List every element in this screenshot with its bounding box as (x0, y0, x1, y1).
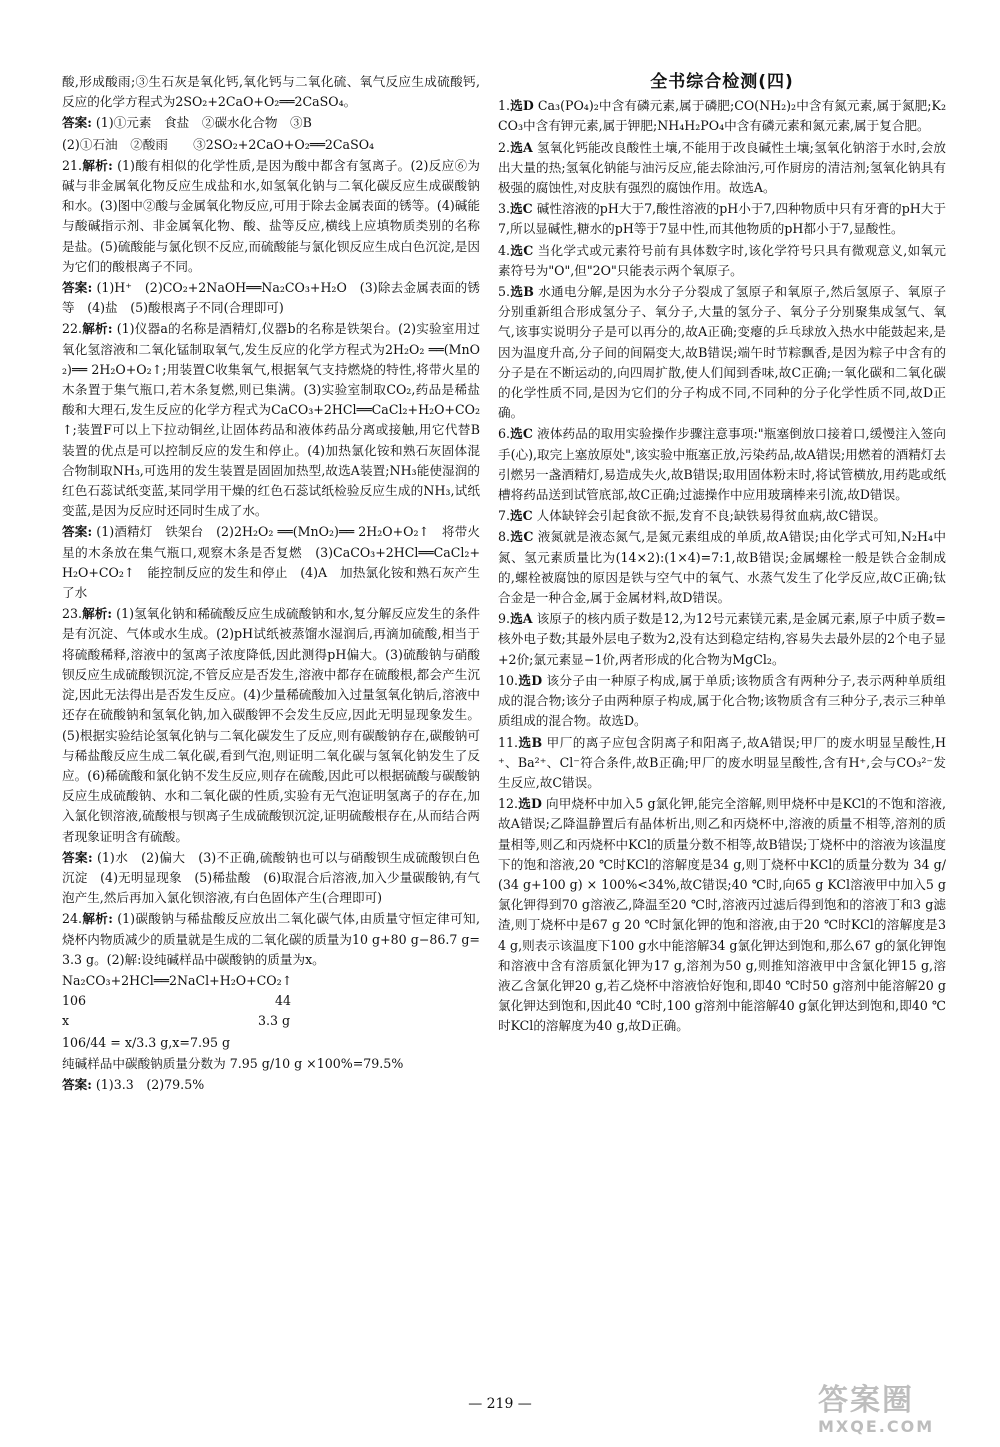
solution-label: 选B (510, 284, 534, 300)
right-paragraph (498, 199, 946, 239)
paragraph-text: (1)①元素 食盐 ②碳水化合物 ③B (95, 115, 312, 131)
right-paragraph (498, 424, 946, 505)
right-paragraph (498, 241, 946, 281)
answer-label: 答案: (62, 849, 93, 865)
paragraph-text: (1)H⁺ (2)CO₂+2NaOH══Na₂CO₃+H₂O (3)除去金属表面的锈等 (4)盐 (5)酸根离子不同(合理即可) (62, 280, 480, 316)
right-paragraph (498, 671, 946, 732)
question-number: 4. (498, 242, 511, 258)
question-number: 5. (498, 284, 511, 300)
answer-label: 答案: (62, 115, 92, 131)
question-number: 7. (498, 508, 511, 524)
paragraph-text: (2)①石油 ②酸雨 ③2SO₂+2CaO+O₂══2CaSO₄ (62, 136, 375, 152)
right-paragraph (498, 96, 946, 136)
question-number: 6. (498, 426, 511, 442)
paragraph-text: (1)仪器a的名称是酒精灯,仪器b的名称是铁架台。(2)实验室用过氧化氢溶液和二氧化锰制取氧气,发生反应的化学方程式为2H₂O₂ ══(MnO₂)══ 2H₂O+O₂↑;用装置C收集氧气,根据氧气支持燃烧的特性,将带火星的木条置于集气瓶口,若木条复燃,则已集满。(3)实验室制取CO₂,药品是稀盐酸和大理石,发生反应的化学方程式为CaCO₃+2HCl══CaCl₂+H₂O+CO₂↑;装置F可以上下拉动铜丝,让固体药品和液体药品分离或接触,用它代替B装置的优点是可以控制反应的发生和停止。(4)加热氯化铵和熟石灰固体混合物制取NH₃,可选用的发生装置是固固加热型,故选A装置;NH₃能使湿润的红色石蕊试纸变蓝,某同学用干燥的红色石蕊试纸检验反应生成的NH₃,试纸变蓝,是因为反应时还同时生成了水。 (62, 321, 480, 519)
solution-label: 选C (510, 529, 534, 545)
question-number: 11. (498, 734, 519, 750)
question-number: 24. (62, 911, 83, 927)
paragraph-text: (1)酸有相似的化学性质,是因为酸中都含有氢离子。(2)反应⑥为碱与非金属氧化物反应生成盐和水,如氢氧化钠与二氧化碳反应生成碳酸钠和水。(3)图中②酸与金属氧化物反应,可用于除去金属表面的锈等。(4)碱能与酸碱指示剂、非金属氧化物、酸、盐等反应,横线上应填物质类别的名称是盐。(5)硫酸能与氯化钡不反应,而硫酸能与氯化钡反应生成白色沉淀,是因为它们的酸根离子不同。 (62, 157, 480, 274)
paragraph-text: Ca₃(PO₄)₂中含有磷元素,属于磷肥;CO(NH₂)₂中含有氮元素,属于氮肥;K₂CO₃中含有钾元素,属于钾肥;NH₄H₂PO₄中含有磷元素和氮元素,属于复合肥。 (498, 98, 946, 134)
left-paragraph (62, 156, 480, 277)
solution-label: 选C (510, 201, 533, 217)
paragraph-text: 纯碱样品中碳酸钠质量分数为 7.95 g/10 g ×100%=79.5% (62, 1055, 404, 1071)
solution-label: 解析: (82, 911, 113, 927)
paragraph-text: (1)3.3 (2)79.5% (95, 1076, 205, 1092)
question-number: 3. (498, 201, 511, 217)
watermark-mark: 答案圈 (818, 1383, 914, 1418)
paragraph-text: 当化学式或元素符号前有具体数字时,该化学符号只具有微观意义,如氧元素符号为"O",但"2O"只能表示两个氧原子。 (498, 242, 946, 278)
solution-label: 选C (510, 426, 533, 442)
left-paragraph (62, 909, 480, 970)
left-column (62, 72, 480, 1096)
paragraph-text: 酸,形成酸雨;③生石灰是氧化钙,氧化钙与二氧化硫、氧气反应生成硫酸钙,反应的化学方程式为2SO₂+2CaO+O₂══2CaSO₄。 (62, 74, 480, 110)
solution-label: 选D (518, 672, 543, 688)
left-paragraph (62, 971, 480, 1032)
solution-label: 选D (518, 796, 542, 812)
left-paragraph (62, 135, 480, 155)
right-paragraph (498, 794, 946, 1036)
right-column-body (498, 96, 946, 1036)
question-number: 8. (498, 529, 511, 545)
paragraph-text: 该原子的核内质子数是12,为12号元素镁元素,是金属元素,原子中质子数=核外电子数;其最外层电子数为2,没有达到稳定结构,容易失去最外层的2个电子显+2价;氯元素显−1价,两者形成的化合物为MgCl₂。 (498, 611, 946, 667)
left-paragraph (62, 522, 480, 603)
paragraph-text: 氢氧化钙能改良酸性土壤,不能用于改良碱性土壤;氢氧化钠溶于水时,会放出大量的热;氢氧化钠能与油污反应,能去除油污,可作厨房的清洁剂;氢氧化钠具有极强的腐蚀性,对皮肤有强烈的腐蚀作用。故选A。 (498, 139, 946, 196)
left-paragraph (62, 1033, 480, 1053)
left-paragraph (62, 604, 480, 846)
left-paragraph (62, 278, 480, 318)
section-title: 全书综合检测(四) (650, 72, 794, 92)
question-number: 9. (498, 611, 511, 627)
right-paragraph (498, 609, 946, 670)
paragraph-text: 水通电分解,是因为水分子分裂成了氢原子和氧原子,然后氢原子、氧原子分别重新组合形成氢分子、氧分子,大量的氢分子、氧分子分别聚集成氢气、氧气,该事实说明分子是可以再分的,故A正确;变瘪的乒乓球放入热水中能鼓起来,是因为温度升高,分子间的间隔变大,故B错误;端午时节粽飘香,是因为粽子中含有的分子是在不断运动的,向四周扩散,使人们闻到香味,故C正确;一氧化碳和二氧化碳的化学性质不同,是因为它们的分子构成不同,不同种的分子化学性质不同,故D正确。 (498, 284, 946, 421)
watermark-logo (818, 1384, 978, 1440)
paragraph-text: 液体药品的取用实验操作步骤注意事项:"瓶塞倒放口接着口,缓慢注入签向手(心),取完上塞放原处",该实验中瓶塞正放,污染药品,故A错误;用燃着的酒精灯去引燃另一盏酒精灯,易造成失火,故B错误;取用固体粉末时,将试管横放,用药匙或纸槽将药品送到试管底部,故C正确;过滤操作中应用玻璃棒来引流,故D错误。 (498, 426, 946, 503)
paragraph-text: 向甲烧杯中加入5 g氯化钾,能完全溶解,则甲烧杯中是KCl的不饱和溶液,故A错误;乙降温静置后有晶体析出,则乙和丙烧杯中,溶液的质量不相等,溶剂的质量相等,则乙和丙烧杯中KCl的质量分数不相等,故B错误;丁烧杯中的溶液为该温度下的饱和溶液,20 ℃时KCl的溶解度是34 g,则丁烧杯中KCl的质量分数为 34 g/(34 g+100 g) × 100%<34%,故C错误;40 ℃时,向65 g KCl溶液甲中加入5 g氯化钾得到70 g溶液乙,降温至20 ℃时,溶液丙过滤后得到饱和的溶液丁和3 g滤渣,则丁烧杯中是67 g 20 ℃时氯化钾的饱和溶液,由于20 ℃时KCl的溶解度是34 g,则表示该温度下100 g水中能溶解34 g氯化钾达到饱和,那么67 g的氯化钾饱和溶液中含有溶质氯化钾为17 g,溶剂为50 g,则推知溶液甲中含氯化钾15 g,溶液乙含氯化钾20 g,若乙烧杯中溶液恰好饱和,即40 ℃时50 g溶剂中能溶解20 g氯化钾达到饱和,因此40 ℃时,100 g溶剂中能溶解40 g氯化钾达到饱和,即40 ℃时KCl的溶解度为40 g,故D正确。 (498, 796, 946, 1034)
right-column (498, 72, 946, 1038)
solution-label: 选D (510, 98, 534, 114)
paragraph-text: 甲厂的离子应包含阴离子和阳离子,故A错误;甲厂的废水明显呈酸性,H⁺、Ba²⁺、Cl⁻符合条件,故B正确;甲厂的废水明显呈酸性,含有H⁺,会与CO₃²⁻发生反应,故C错误。 (498, 734, 946, 790)
solution-label: 解析: (82, 157, 113, 173)
paragraph-text: (1)水 (2)偏大 (3)不正确,硫酸钠也可以与硝酸钡生成硫酸钡白色沉淀 (4)无明显现象 (5)稀盐酸 (6)取混合后溶液,加入少量碳酸钠,有气泡产生,然后再加入氯化钡溶液,有白色固体产生(合理即可) (62, 849, 480, 906)
solution-label: 解析: (82, 606, 113, 622)
right-paragraph (498, 506, 946, 526)
question-number: 10. (498, 672, 519, 688)
question-number: 21. (62, 157, 83, 173)
question-number: 12. (498, 796, 519, 812)
paragraph-text: 人体缺锌会引起食欲不振,发育不良;缺铁易得贫血病,故C错误。 (536, 508, 886, 524)
question-number: 2. (498, 139, 511, 155)
paragraph-text: (1)酒精灯 铁架台 (2)2H₂O₂ ══(MnO₂)══ 2H₂O+O₂↑ 将带火星的木条放在集气瓶口,观察木条是否复燃 (3)CaCO₃+2HCl══CaCl₂+H₂O+CO₂↑ 能控制反应的发生和停止 (4)A 加热氯化铵和熟石灰产生了水 (62, 524, 480, 601)
question-number: 23. (62, 606, 83, 622)
paragraph-text: (1)氢氧化钠和稀硫酸反应生成硫酸钠和水,复分解反应发生的条件是有沉淀、气体或水生成。(2)pH试纸被蒸馏水湿润后,再滴加硫酸,相当于将硫酸稀释,溶液中的氢离子浓度降低,因此测得pH偏大。(3)硫酸钠与硝酸钡反应生成硫酸钡沉淀,不管反应是否发生,溶液中都存在硫酸根,都会产生沉淀,因此无法得出是否发生反应。(4)少量稀硫酸加入过量氢氧化钠后,溶液中还存在硫酸钠和氢氧化钠,加入碳酸钾不会发生反应,因此无明显现象发生。(5)根据实验结论氢氧化钠与二氧化碳发生了反应,则有碳酸钠存在,碳酸钠可与稀盐酸反应生成二氧化碳,看到气泡,则证明二氧化碳与氢氧化钠发生了反应。(6)稀硫酸和氯化钠不发生反应,则存在硫酸,因此可以根据硫酸与碳酸钠反应生成硫酸钠、水和二氧化碳的性质,实验有无气泡证明氢离子的存在,加入氯化钡溶液,硫酸根与钡离子生成硫酸钡沉淀,证明硫酸根存在,从而结合两者现象证明含有硫酸。 (62, 606, 480, 844)
solution-label: 选B (518, 734, 543, 750)
paragraph-text: 碱性溶液的pH大于7,酸性溶液的pH小于7,四种物质中只有牙膏的pH大于7,所以显碱性,糖水的pH等于7显中性,而其他物质的pH都小于7,显酸性。 (498, 201, 946, 237)
answer-label: 答案: (62, 524, 93, 540)
question-number: 22. (62, 321, 83, 337)
solution-label: 选C (510, 242, 534, 258)
left-paragraph (62, 113, 480, 133)
left-paragraph (62, 1075, 480, 1095)
page-number: — 219 — (468, 1396, 532, 1412)
right-paragraph (498, 138, 946, 199)
paragraph-text: 液氮就是液态氮气,是氮元素组成的单质,故A错误;由化学式可知,N₂H₄中氮、氢元素质量比为(14×2):(1×4)=7:1,故B错误;金属螺栓一般是铁合金制成的,螺栓被腐蚀的原因是铁与空气中的氧气、水蒸气发生了化学反应,故C正确;钛合金是一种合金,属于金属材料,故D错误。 (498, 529, 946, 606)
solution-label: 选C (510, 508, 533, 524)
paragraph-text: 该分子由一种原子构成,属于单质;该物质含有两种分子,表示两种单质组成的混合物;该分子由两种原子构成,属于化合物;该物质含有三种分子,表示三种单质组成的混合物。故选D。 (498, 672, 947, 729)
paragraph-text: 106/44 = x/3.3 g,x=7.95 g (62, 1034, 231, 1050)
right-paragraph (498, 527, 946, 608)
right-paragraph (498, 733, 946, 794)
left-paragraph (62, 72, 480, 112)
left-paragraph (62, 848, 480, 909)
solution-label: 选A (510, 139, 533, 155)
question-number: 1. (498, 98, 511, 114)
watermark-site: MXQE.COM (818, 1417, 935, 1436)
paragraph-text: Na₂CO₃+2HCl══2NaCl+H₂O+CO₂↑ 106 44 x 3.3 g (62, 972, 293, 1029)
paragraph-text: (1)碳酸钠与稀盐酸反应放出二氧化碳气体,由质量守恒定律可知,烧杯内物质减少的质量就是生成的二氧化碳的质量为10 g+80 g−86.7 g=3.3 g。(2)解:设纯碱样品中碳酸钠的质量为x。 (62, 911, 480, 967)
answer-label: 答案: (62, 280, 93, 296)
left-paragraph (62, 1054, 480, 1074)
solution-label: 选A (510, 611, 533, 627)
answer-label: 答案: (62, 1076, 92, 1092)
left-paragraph (62, 319, 480, 521)
solution-label: 解析: (82, 321, 113, 337)
right-paragraph (498, 282, 946, 423)
